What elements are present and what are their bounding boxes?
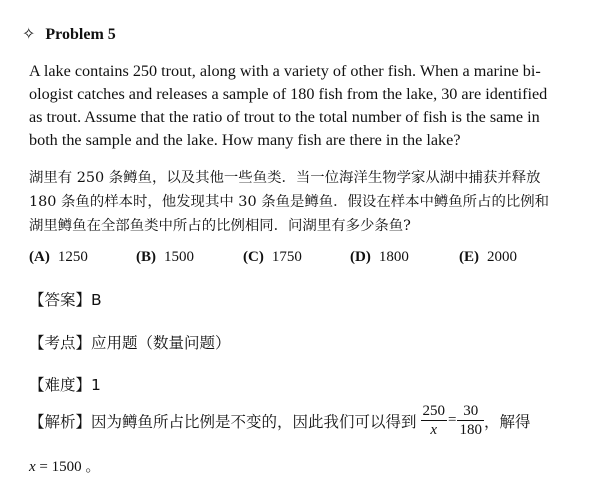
choice-e [459, 249, 517, 266]
diamond-icon: ✧ [22, 26, 36, 43]
chinese-line-3: 湖里鳟鱼在全部鱼类中所占的比例相同．问湖里有多少条鱼? [29, 218, 411, 234]
result-value: = 1500 。 [35, 459, 101, 475]
choice-d [350, 249, 409, 266]
problem-heading [22, 24, 116, 44]
choice-c-value: 1750 [271, 249, 302, 265]
choice-a-value: 1250 [57, 249, 88, 265]
answer-line: 【答案】B [29, 291, 102, 309]
choice-d-value: 1800 [378, 249, 409, 265]
english-line-4: both the sample and the lake. How many fish are there in the lake? [29, 131, 461, 149]
equals-sign: = [448, 412, 457, 428]
choice-c-letter: (C) [243, 249, 264, 265]
english-line-1: A lake contains 250 trout, along with a variety of other fish. When a marine bi- [29, 62, 541, 80]
analysis-line [29, 402, 531, 439]
choice-d-letter: (D) [350, 249, 371, 265]
choice-c [243, 249, 302, 266]
fraction-30-over-180 [457, 402, 484, 439]
choice-e-value: 2000 [487, 249, 517, 265]
fraction-250-over-x [421, 402, 448, 439]
analysis-suffix: ，解得 [483, 412, 531, 431]
analysis-prefix: 【解析】因为鳟鱼所占比例是不变的，因此我们可以得到 [29, 412, 417, 431]
fraction-2-denominator: 180 [459, 422, 482, 438]
english-line-3: as trout. Assume that the ratio of trout to the total number of fish is the same in [29, 108, 540, 126]
choice-e-letter: (E) [459, 249, 479, 265]
english-line-2: ologist catches and releases a sample of 180 fish from the lake, 30 are identified [29, 85, 548, 103]
fraction-1-denominator: x [430, 422, 438, 438]
chinese-line-2: 180 条鱼的样本时，他发现其中 30 条鱼是鳟鱼．假设在样本中鳟鱼所占的比例和 [29, 194, 550, 210]
choice-a [29, 249, 88, 266]
chinese-line-1: 湖里有 250 条鳟鱼，以及其他一些鱼类．当一位海洋生物学家从湖中捕获并释放 [29, 170, 541, 186]
fraction-1-numerator: 250 [422, 403, 446, 419]
result-line [29, 455, 100, 476]
problem-title: Problem 5 [45, 26, 116, 43]
choice-b-value: 1500 [164, 249, 194, 265]
topic-line: 【考点】应用题（数量问题） [29, 334, 231, 352]
difficulty-line: 【难度】1 [29, 376, 101, 394]
choice-b-letter: (B) [136, 249, 156, 265]
result-variable: x [29, 459, 36, 475]
choice-a-letter: (A) [29, 249, 50, 265]
fraction-2-numerator: 30 [457, 402, 484, 421]
choice-b [136, 249, 194, 266]
